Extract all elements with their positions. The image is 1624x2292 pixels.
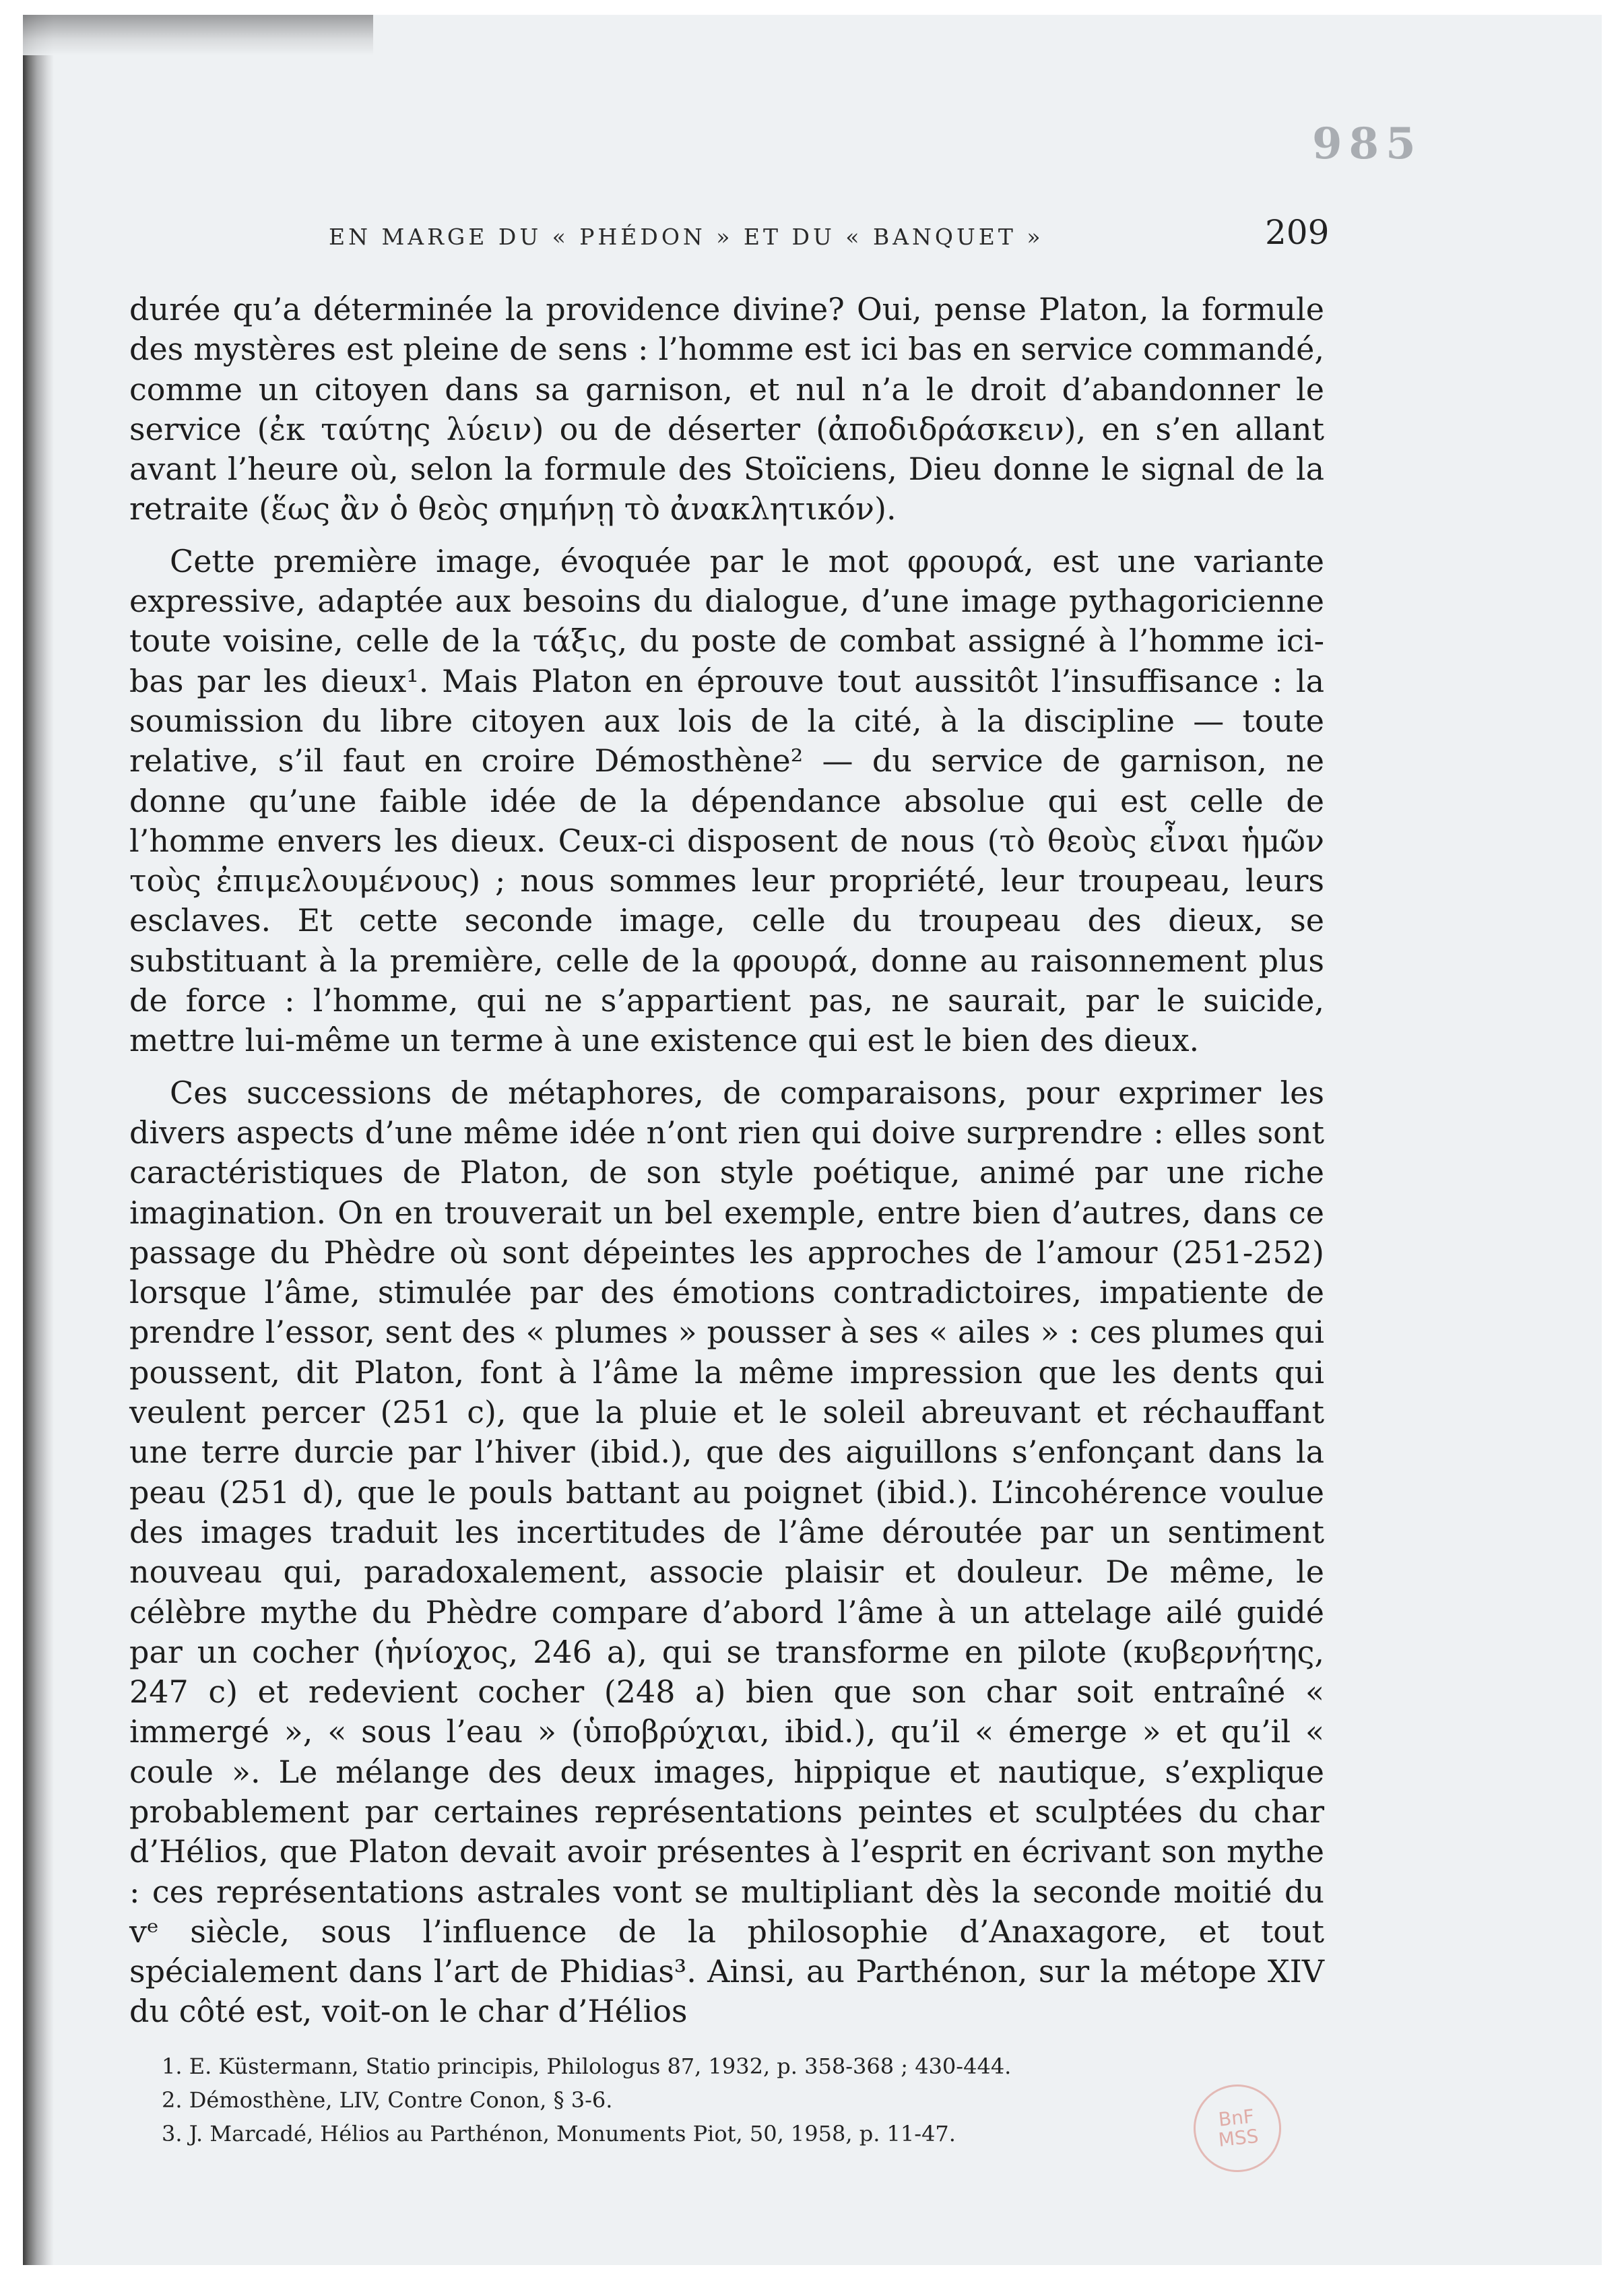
paragraph-2: Cette première image, évoquée par le mot φρουρά, est une variante expressive, adaptée aux besoins du dialogue, d’une image pythagoricienne toute voisine, celle de la τάξις, du poste de combat assigné à l’homme ici-bas par les dieux¹. Mais Platon en éprouve tout aussitôt l’insuffisance : la soumission du libre citoyen aux lois de la cité, à la discipline — toute relative, s’il faut en croire Démosthène² — du service de garnison, ne donne qu’une faible idée de la dépendance absolue qui est celle de l’homme envers les dieux. Ceux-ci disposent de nous (τὸ θεοὺς εἶναι ἡμῶν τοὺς ἐπιμελουμένους) ; nous sommes leur propriété, leur troupeau, leurs esclaves. Et cette seconde image, celle du troupeau des dieux, se substituant à la première, celle de la φρουρά, donne au raisonnement plus de force : l’homme, qui ne s’appartient pas, ne saurait, par le suicide, mettre lui-même un terme à une existence qui est le bien des dieux.	[129, 542, 1324, 1059]
footnote-2: 2. Démosthène, LIV, Contre Conon, § 3-6.	[162, 2087, 613, 2113]
paragraph-1: durée qu’a déterminée la providence divine? Oui, pense Platon, la formule des mystères est pleine de sens : l’homme est ici bas en service commandé, comme un citoyen dans sa garnison, et nul n’a le droit d’abandonner le service (ἐκ ταύτης λύειν) ou de déserter (ἀποδιδράσκειν), en s’en allant avant l’heure où, selon la formule des Stoïciens, Dieu donne le signal de la retraite (ἕως ἂν ὁ θεὸς σημήνῃ τὸ ἀνακλητικόν).	[129, 291, 1324, 528]
footnotes	[162, 2049, 1307, 2151]
page-top-shadow	[23, 15, 373, 55]
footnote-1: 1. E. Küstermann, Statio principis, Philologus 87, 1932, p. 358-368 ; 430-444.	[162, 2054, 1012, 2079]
page-number: 209	[1265, 213, 1330, 252]
paragraph-3: Ces successions de métaphores, de comparaisons, pour exprimer les divers aspects d’une même idée n’ont rien qui doive surprendre : elles sont caractéristiques de Platon, de son style poétique, animé par une riche imagination. On en trouverait un bel exemple, entre bien d’autres, dans ce passage du Phèdre où sont dépeintes les approches de l’amour (251-252) lorsque l’âme, stimulée par des émotions contradictoires, impatiente de prendre l’essor, sent des « plumes » pousser à ses « ailes » : ces plumes qui poussent, dit Platon, font à l’âme la même impression que les dents qui veulent percer (251 c), que la pluie et le soleil abreuvant et réchauffant une terre durcie par l’hiver (ibid.), que des aiguillons s’enfonçant dans la peau (251 d), que le pouls battant au poignet (ibid.). L’incohérence voulue des images traduit les incertitudes de l’âme déroutée par un sentiment nouveau qui, paradoxalement, associe plaisir et douleur. De même, le célèbre mythe du Phèdre compare d’abord l’âme à un attelage ailé guidé par un cocher (ἡνίοχος, 246 a), qui se transforme en pilote (κυβερνήτης, 247 c) et redevient cocher (248 a) bien que son char soit entraîné « immergé », « sous l’eau » (ὑποβρύχιαι, ibid.), qu’il « émerge » et qu’il « coule ». Le mélange des deux images, hippique et nautique, s’explique probablement par certaines représentations peintes et sculptées du char d’Hélios, que Platon devait avoir présentes à l’esprit en écrivant son mythe : ces représentations astrales vont se multipliant dès la seconde moitié du vᵉ siècle, sous l’influence de la philosophie d’Anaxagore, et tout spécialement dans l’art de Phidias³. Ainsi, au Parthénon, sur la métope XIV du côté est, voit-on le char d’Hélios	[129, 1074, 1324, 2030]
body-text	[129, 290, 1324, 2032]
stamp-line-1: BnF	[1217, 2105, 1256, 2131]
folio-number: 985	[1312, 119, 1423, 169]
footnote-3: 3. J. Marcadé, Hélios au Parthénon, Monuments Piot, 50, 1958, p. 11-47.	[162, 2121, 956, 2146]
stamp-line-2: MSS	[1217, 2124, 1260, 2151]
page-binding-shadow	[23, 15, 54, 2265]
running-head: EN MARGE DU « PHÉDON » ET DU « BANQUET »	[329, 224, 1044, 250]
